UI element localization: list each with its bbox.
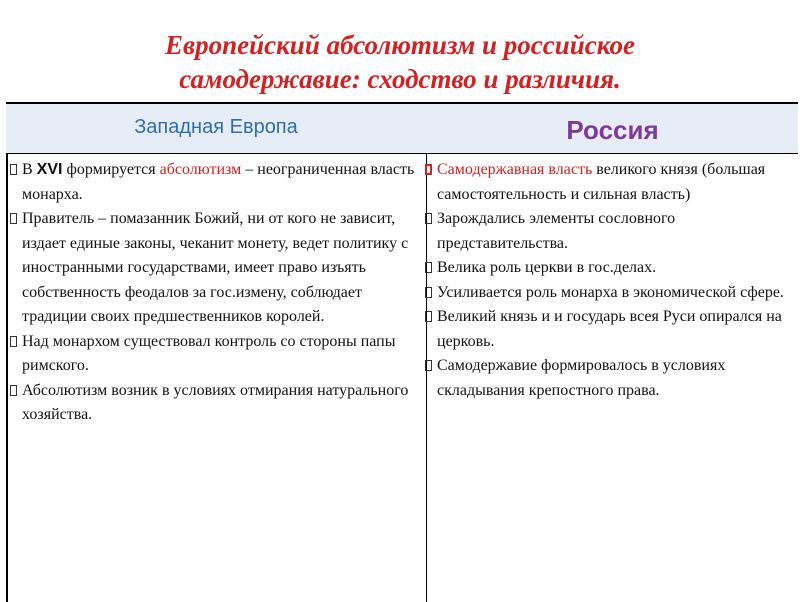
list-item — [425, 305, 790, 354]
list-item — [10, 158, 420, 207]
bullet-icon — [425, 164, 432, 175]
bullet-icon — [10, 336, 17, 347]
item-text: Велика роль церкви в гос.делах. — [437, 259, 657, 276]
header-western-europe: Западная Европа — [134, 116, 298, 138]
term-autocracy: Самодержавная власть — [437, 161, 593, 178]
bullet-icon — [10, 385, 17, 396]
century-label: XVI — [36, 161, 63, 178]
item-text: Зарождались элементы сословного представительства. — [437, 210, 676, 252]
item-text: Правитель – помазанник Божий, ни от кого не зависит, издает единые законы, чеканит монету, ведет политику с иностранными государствами, имеет право изъять собственность феодалов за гос.измену, соблюдает традиции своих предшественников королей. — [22, 210, 409, 325]
header-russia: Россия — [566, 115, 659, 145]
bullet-icon — [425, 287, 432, 298]
list-item — [10, 207, 420, 330]
bullet-icon — [10, 213, 17, 224]
item-text: Самодержавие формировалось в условиях складывания крепостного права. — [437, 357, 726, 399]
table-header-row — [6, 104, 798, 154]
list-item — [10, 330, 420, 379]
item-text: – неограниченная власть монарха. — [22, 161, 415, 203]
russia-column — [425, 158, 790, 403]
western-europe-column — [10, 158, 420, 428]
comparison-table — [6, 102, 798, 600]
table-left-border — [6, 104, 8, 602]
list-item — [425, 256, 790, 281]
item-text: формируется — [62, 161, 160, 178]
bullet-icon — [10, 164, 17, 175]
item-text: Великий князь и и государь всея Руси опирался на церковь. — [437, 308, 782, 350]
page-title — [0, 28, 800, 96]
bullet-icon — [425, 262, 432, 273]
item-text: Над монархом существовал контроль со стороны папы римского. — [22, 332, 396, 374]
item-text: великого князя (большая самостоятельность и сильная власть) — [437, 161, 766, 203]
title-line-1: Европейский абсолютизм и российское — [165, 30, 635, 60]
list-item — [425, 354, 790, 403]
bullet-icon — [425, 360, 432, 371]
list-item — [425, 281, 790, 306]
bullet-icon — [425, 213, 432, 224]
list-item — [425, 158, 790, 207]
bullet-icon — [425, 311, 432, 322]
list-item — [425, 207, 790, 256]
item-text: В — [22, 161, 37, 178]
item-text: Усиливается роль монарха в экономической сфере. — [437, 283, 784, 301]
item-text: Абсолютизм возник в условиях отмирания натурального хозяйства. — [22, 381, 409, 423]
list-item — [10, 379, 420, 428]
term-absolutism: абсолютизм — [159, 161, 242, 178]
title-line-2: самодержавие: сходство и различия. — [179, 64, 621, 94]
